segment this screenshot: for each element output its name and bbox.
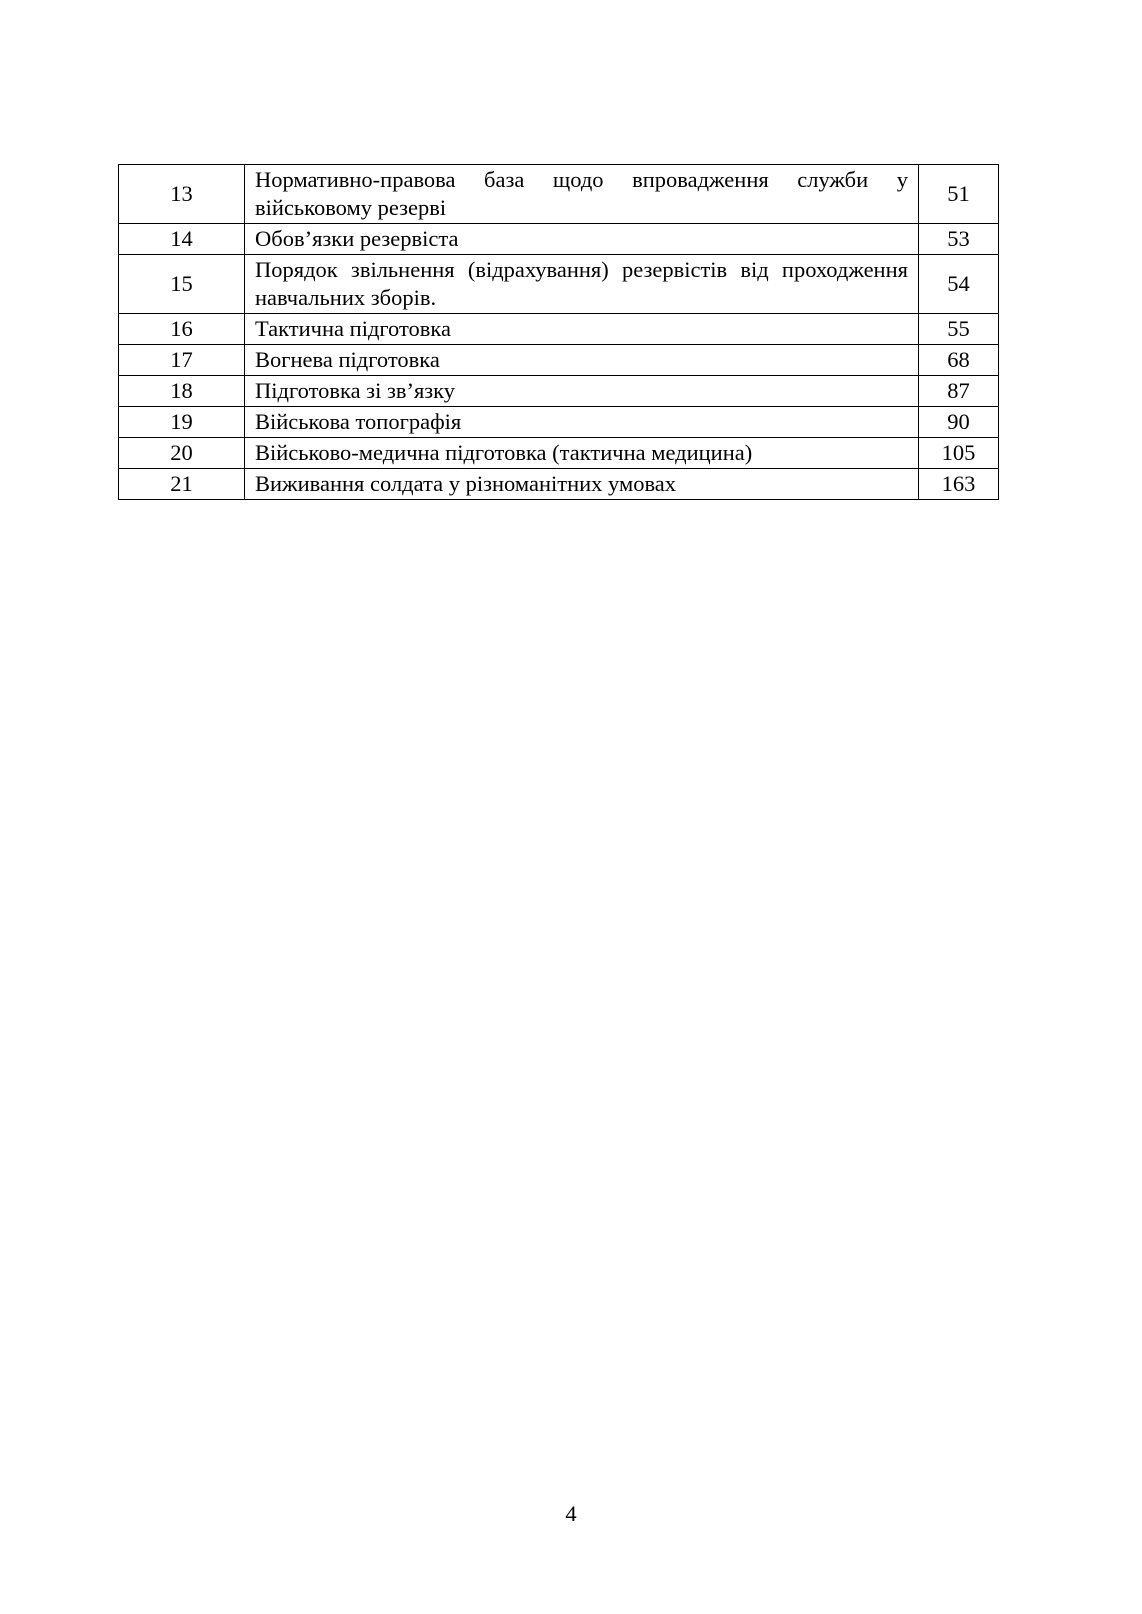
row-number: 14 bbox=[119, 224, 245, 255]
row-page: 51 bbox=[919, 165, 999, 224]
row-page: 53 bbox=[919, 224, 999, 255]
row-page: 90 bbox=[919, 407, 999, 438]
row-title: Підготовка зі зв’язку bbox=[245, 376, 919, 407]
row-number: 19 bbox=[119, 407, 245, 438]
page-number: 4 bbox=[565, 1501, 577, 1526]
row-number: 16 bbox=[119, 314, 245, 345]
row-page: 105 bbox=[919, 438, 999, 469]
table-row bbox=[119, 165, 999, 224]
table-row bbox=[119, 438, 999, 469]
table-row bbox=[119, 314, 999, 345]
table-row bbox=[119, 407, 999, 438]
row-title: Порядок звільнення (відрахування) резервістів від проходження навчальних зборів. bbox=[245, 255, 919, 314]
row-page: 163 bbox=[919, 469, 999, 500]
table-row bbox=[119, 345, 999, 376]
row-title: Обов’язки резервіста bbox=[245, 224, 919, 255]
row-page: 87 bbox=[919, 376, 999, 407]
row-number: 20 bbox=[119, 438, 245, 469]
table-row bbox=[119, 376, 999, 407]
table-row bbox=[119, 255, 999, 314]
row-title: Виживання солдата у різноманітних умовах bbox=[245, 469, 919, 500]
row-page: 54 bbox=[919, 255, 999, 314]
row-page: 55 bbox=[919, 314, 999, 345]
row-title: Тактична підготовка bbox=[245, 314, 919, 345]
row-title: Нормативно-правова база щодо впровадження служби у військовому резерві bbox=[245, 165, 919, 224]
row-number: 15 bbox=[119, 255, 245, 314]
row-page: 68 bbox=[919, 345, 999, 376]
table-row bbox=[119, 469, 999, 500]
table-row bbox=[119, 224, 999, 255]
table-of-contents bbox=[118, 164, 999, 500]
row-title: Військово-медична підготовка (тактична медицина) bbox=[245, 438, 919, 469]
row-number: 18 bbox=[119, 376, 245, 407]
row-number: 17 bbox=[119, 345, 245, 376]
row-number: 13 bbox=[119, 165, 245, 224]
row-title: Військова топографія bbox=[245, 407, 919, 438]
row-number: 21 bbox=[119, 469, 245, 500]
row-title: Вогнева підготовка bbox=[245, 345, 919, 376]
